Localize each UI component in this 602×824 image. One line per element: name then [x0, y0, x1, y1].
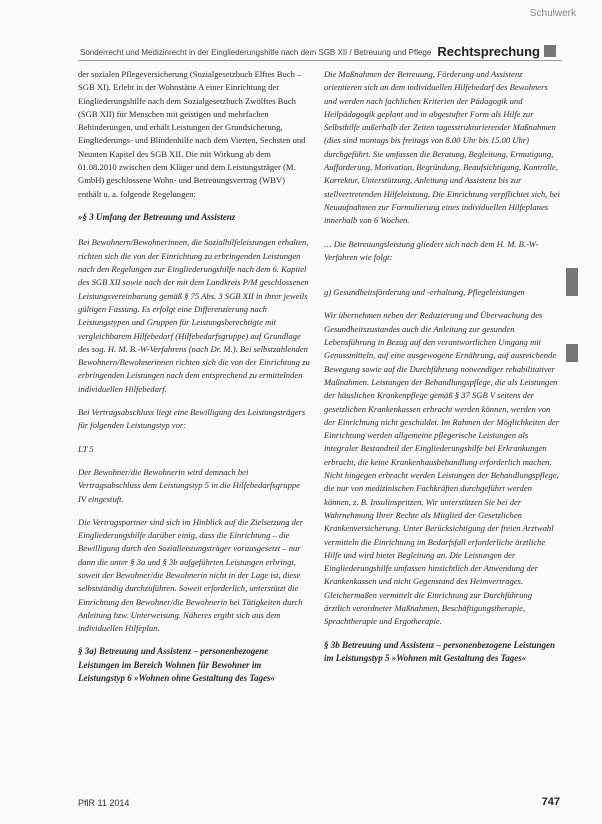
section-tag: Schulwerk [529, 8, 576, 19]
footer-journal: PflR 11 2014 [78, 798, 130, 808]
spacer [324, 274, 560, 286]
right-column [324, 68, 560, 678]
section-marker [544, 45, 556, 57]
paragraph: g) Gesundheitsförderung und -erhaltung, Pflegeleistungen [324, 287, 525, 298]
margin-mark [566, 268, 578, 296]
section-heading: § 3b Betreuung und Assistenz – personenbezogene Leistungen im Leistungstyp 5 »Wohnen mit Gestaltung des Tages« [324, 639, 555, 664]
section-heading: »§ 3 Umfang der Betreuung und Assistenz [78, 211, 236, 222]
paragraph: Bei Vertragsabschluss liegt eine Bewilligung des Leistungsträgers für folgenden Leistungstyp vor: [78, 407, 306, 431]
section-heading: § 3a) Betreuung und Assistenz – personenbezogene Leistungen im Bereich Wohnen für Bewohner im Leistungstyp 6 »Wohnen ohne Gestaltung des Tages« [78, 646, 276, 684]
running-header: Sonderrecht und Medizinrecht in der Eingliederungshilfe nach dem SGB XII / Betreuung und Pflege [80, 48, 432, 57]
margin-mark [566, 344, 578, 362]
paragraph: Der Bewohner/die Bewohnerin wird demnach bei Vertragsabschluss dem Leistungstyp 5 in die Hilfebedarfsgruppe IV eingestuft. [78, 466, 300, 504]
section-title: Rechtsprechung [437, 44, 540, 59]
paragraph: der sozialen Pflegeversicherung (Sozialgesetzbuch Elftes Buch – SGB XI). Erlebt in der Wohnstätte A einer Einrichtung der Eingliederungshilfe nach dem Sozialgesetzbuch Zwölftes Buch (SGB XII) für Menschen mit geistigen und mehrfachen Behinderungen, und erhält Leistungen der Grundsicherung, Eingliederungs- und Blindenhilfe nach dem Vierten, Sechsten und Neunten Kapitel des SGB XII. Die mit Wirkung ab dem 01.08.2010 zwischen dem Kläger und dem Leistungsträger (M. GmbH) geschlossene Wohn- und Betreuungsvertrag (WBV) enthält u. a. folgende Regelungen: [78, 69, 306, 199]
paragraph: Die Vertragspartner sind sich im Hinblick auf die Zielsetzung der Eingliederungshilfe darüber einig, dass die Einrichtung – die Bewilligung durch den Sozialleistungsträger vorausgesetzt – nur dann die unter § 3a und § 3b aufgeführten Leistungen erbringt, soweit der Bewohner/die Bewohnerin nicht in der Lage ist, diese selbstständig durchzuführen. Soweit erforderlich, unterstützt die Einrichtung den Bewohner/die Bewohnerin bei Tätigkeiten durch Anleitung bzw. Unterweisung. Näheres ergibt sich aus dem individuellen Hilfeplan. [78, 516, 304, 634]
paragraph: Bei Bewohnern/Bewohnerinnen, die Sozialhilfeleistungen erhalten, richten sich die von der Einrichtung zu erbringenden Leistungen nach den Regelungen zur Eingliederungshilfe nach dem 6. Kapitel des SGB XII sowie nach der mit dem Landkreis P/M geschlossenen Leistungsvereinbarung gemäß § 75 Abs. 3 SGB XII in ihrer jeweils gültigen Fassung. Es erfolgt eine Differenzierung nach Leistungstypen und Gruppen für Leistungsberechtigte mit vergleichbarem Hilfebedarf (Hilfebedarfsgruppe) auf Grundlage des sog. H. M. B.-W-Verfahrens (nach Dr. M.). Bei selbstzahlenden Bewohnern/Bewohnerinnen richten sich die von der Einrichtung zu erbringenden Leistungen nach dem entsprechend zu ermittelnden individuellen Hilfebedarf. [78, 237, 310, 394]
paragraph: Die Maßnahmen der Betreuung, Förderung und Assistenz orientieren sich an dem individuellen Hilfebedarf des Bewohners und werden nach fachlichen Kriterien der Pädagogik und Heilpädagogik geplant und in abgestufter Form als Hilfe zur Selbsthilfe außerhalb der Zeiten tagesstrukturierender Maßnahmen (dies sind montags bis freitags von 8.00 Uhr bis 15.00 Uhr) durchgeführt. Sie umfassen die Beratung, Begleitung, Ermutigung, Aufforderung, Motivation, Begründung, Beaufsichtigung, Kontrolle, Korrektur, Unterstützung, Anleitung und Assistenz bis zur stellvertretenden Hilfeleistung. Die Einrichtung verpflichtet sich, bei Neuaufnahmen zur Formulierung eines individuellen Hilfeplanes innerhalb von 6 Wochen. [324, 69, 560, 226]
page-number: 747 [541, 796, 560, 808]
header-rule [78, 60, 562, 61]
paragraph: LT 5 [78, 443, 94, 454]
paragraph: … Die Betreuungsleistung gliedert sich nach dem H. M. B.-W-Verfahren wie folgt: [324, 238, 539, 262]
paragraph: Wir übernehmen neben der Reduzierung und Überwachung des Gesundheitszustandes auch die Anleitung zur gesunden Lebensführung in Bezug auf den verantwortlichen Umgang mit Genussmitteln, auf eine ausgewogene Ernährung, auf ausreichende Bewegung sowie auf die Durchführung notwendiger rehabilitativer Maßnahmen. Leistungen der Behandlungspflege, die als Leistungen der häuslichen Krankenpflege gemäß § 37 SGB V seitens der gesetzlichen Krankenkassen erbracht werden können, werden von der Einrichtung nicht geschuldet. Im Rahmen der Möglichkeiten der Einrichtung werden allgemeine pflegerische Leistungen als integraler Bestandteil der Eingliederungshilfe bei Erkrankungen erbracht, die keine Krankenhausbehandlung erforderlich machen. Nicht hingegen erbracht werden Leistungen der Behandlungspflege, die nur von medizinischen Fachkräften durchgeführt werden können, z. B. Insulinspritzen. Wir unterstützen Sie bei der Wahrnehmung Ihrer Rechte als Mitglied der Gesetzlichen Krankenversicherung. Unter Berücksichtigung der freien Arztwahl vermitteln die Einrichtung im Bedarfsfall erforderliche ärztliche Hilfe und wird bietet Begleitung an. Die Leistungen der Eingliederungshilfe umfassen hinsichtlich der Anwendung der Krankenkassen und nicht Gegenstand des Heimvertrages. Gleichermaßen vermittelt die Einrichtung zur Durchführung ärztlich verordneter Maßnahmen, Beschäftigungstherapie, Sprachtherapie und Ergotherapie. [324, 310, 560, 627]
left-column [78, 68, 310, 698]
